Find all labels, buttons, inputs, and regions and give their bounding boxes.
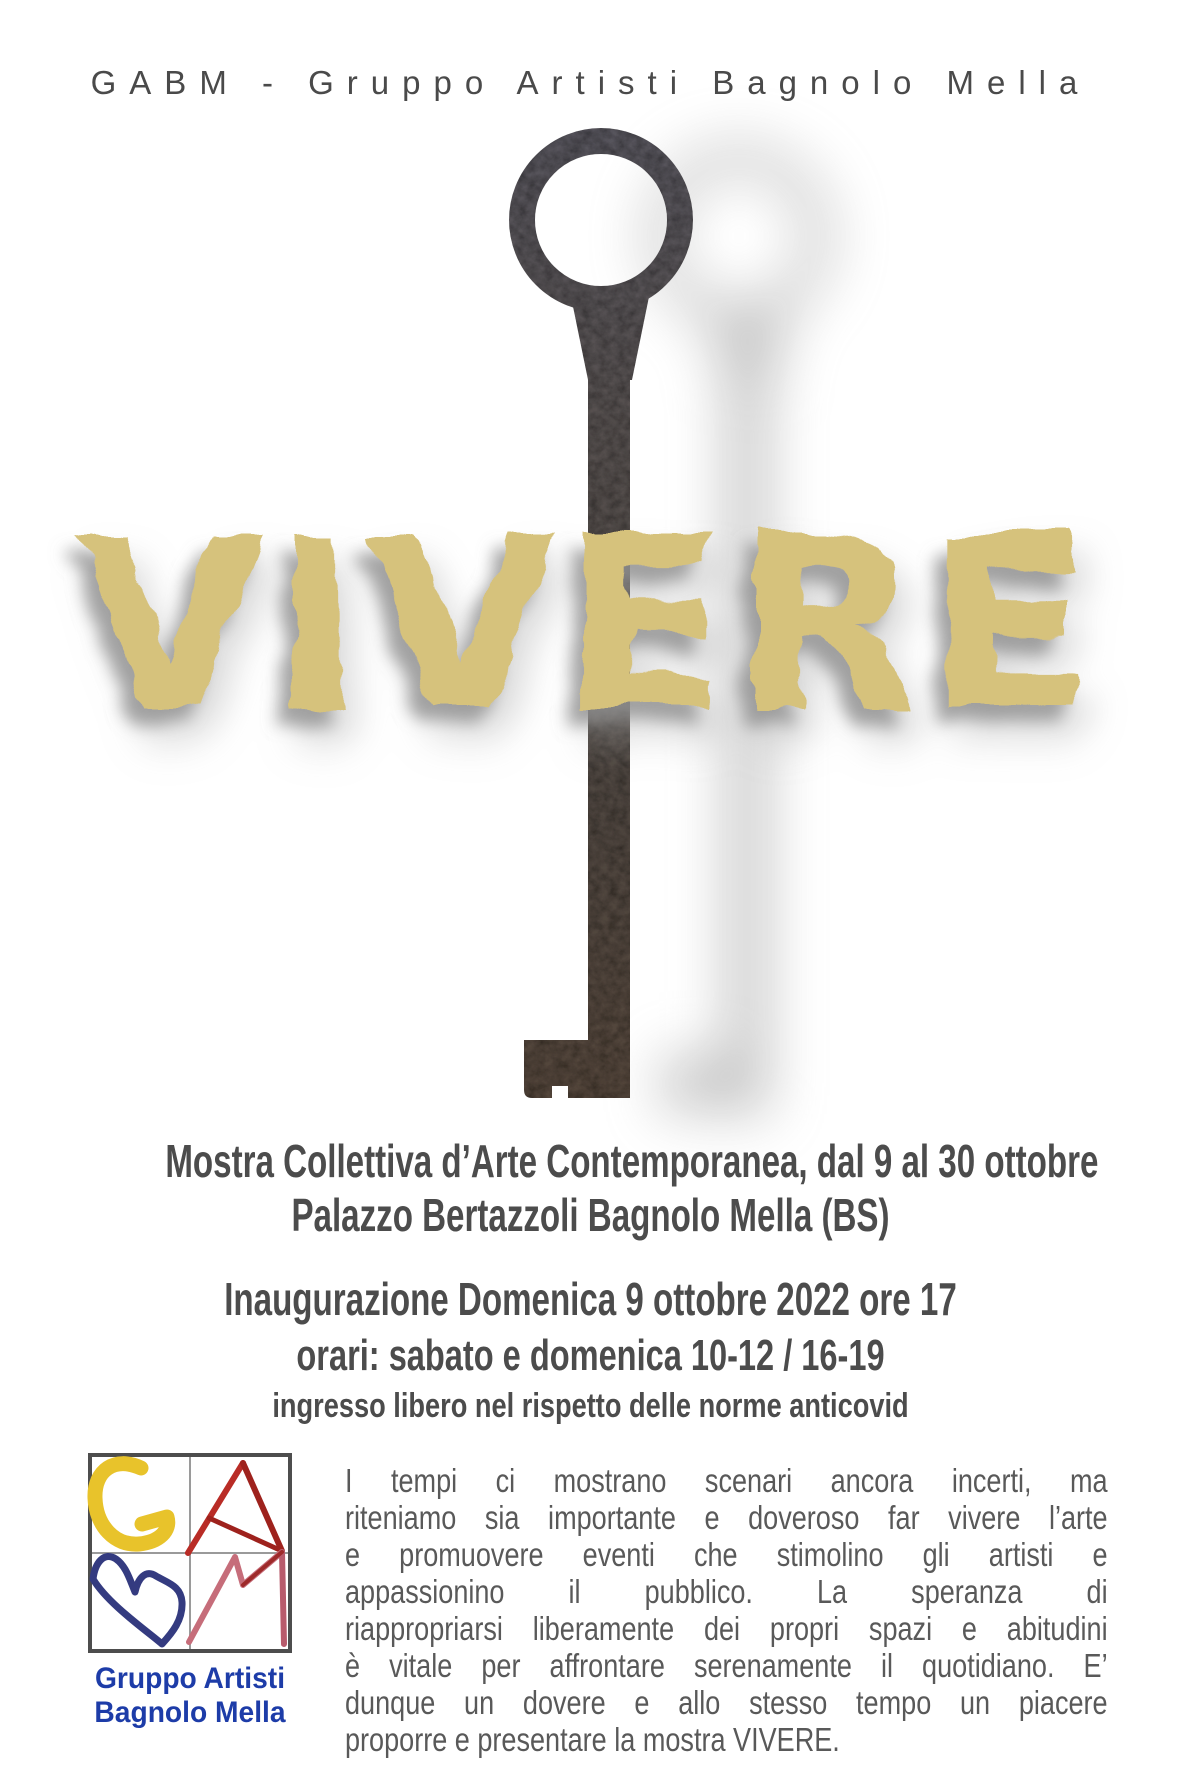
event-venue-line: Palazzo Bertazzoli Bagnolo Mella (BS)	[291, 1189, 890, 1241]
logo-caption-line-1: Gruppo Artisti	[94, 1662, 286, 1695]
paragraph-line: appassionino il pubblico. La speranza di	[345, 1573, 1108, 1610]
key-neck	[570, 292, 650, 380]
event-opening-line: Inaugurazione Domenica 9 ottobre 2022 ore 17	[224, 1273, 957, 1325]
event-hours-line: orari: sabato e domenica 10-12 / 16-19	[296, 1331, 885, 1380]
paragraph-line: riteniamo sia importante e doveroso far vivere l’arte	[345, 1499, 1108, 1536]
paragraph-line: proporre e presentare la mostra VIVERE.	[345, 1721, 840, 1758]
hero-title: VIVERE	[77, 485, 1099, 765]
logo-caption	[72, 1662, 309, 1730]
paragraph-line: è vitale per affrontare serenamente il quotidiano. E’	[345, 1647, 1108, 1684]
gabm-logo	[87, 1452, 293, 1654]
paragraph-line: dunque un dovere e allo stesso tempo un piacere	[345, 1684, 1108, 1721]
paragraph-line: riappropriarsi liberamente dei propri spazi e abitudini	[345, 1610, 1108, 1647]
intro-paragraph	[345, 1462, 1108, 1758]
event-title-line: Mostra Collettiva d’Arte Contemporanea, dal 9 al 30 ottobre	[165, 1135, 1099, 1187]
event-entry-line: ingresso libero nel rispetto delle norme anticovid	[272, 1387, 909, 1425]
page-title: GABM - Gruppo Artisti Bagnolo Mella	[90, 64, 1091, 101]
paragraph-line: I tempi ci mostrano scenari ancora incerti, ma	[345, 1462, 1108, 1499]
logo-caption-line-2: Bagnolo Mella	[94, 1696, 286, 1729]
paragraph-line: e promuovere eventi che stimolino gli artisti e	[345, 1536, 1108, 1573]
key-bit	[524, 1040, 600, 1098]
